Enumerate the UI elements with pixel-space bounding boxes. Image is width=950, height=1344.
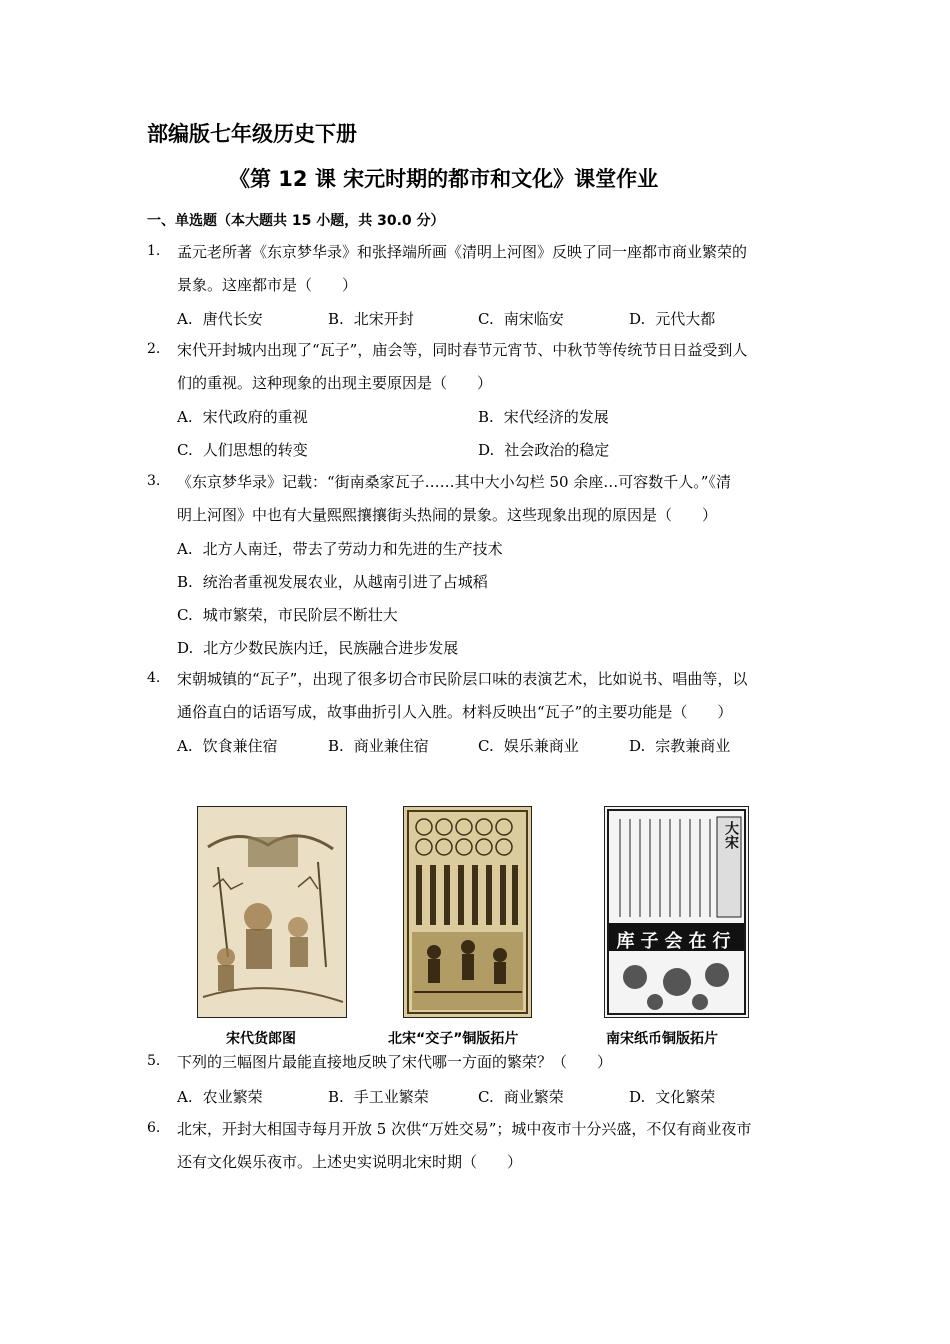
- doc-subtitle: 《第 12 课 宋元时期的都市和文化》课堂作业: [229, 167, 659, 191]
- question-text-line: 景象。这座都市是（ ）: [177, 276, 358, 294]
- option-a[interactable]: [177, 538, 503, 559]
- option-label: A.: [177, 310, 193, 328]
- option-label: D.: [177, 639, 194, 657]
- option-label: D.: [478, 441, 495, 459]
- section-heading: 一、单选题（本大题共 15 小题，共 30.0 分）: [147, 213, 445, 229]
- option-label: C.: [478, 737, 494, 755]
- option-label: D.: [629, 737, 646, 755]
- option-text: 人们思想的转变: [202, 441, 308, 459]
- question-text-line: 北宋，开封大相国寺每月开放 5 次供“万姓交易”；城中夜市十分兴盛，不仅有商业夜市: [177, 1120, 752, 1138]
- option-d[interactable]: [629, 308, 715, 329]
- question-number: 6.: [147, 1120, 161, 1136]
- question-text-line: 孟元老所著《东京梦华录》和张择端所画《清明上河图》反映了同一座都市商业繁荣的: [177, 243, 748, 261]
- option-text: 城市繁荣，市民阶层不断壮大: [202, 606, 398, 624]
- option-label: A.: [177, 737, 193, 755]
- option-d[interactable]: [629, 735, 730, 756]
- option-text: 饮食兼住宿: [202, 737, 278, 755]
- figure-caption-2: 北宋“交子”铜版拓片: [388, 1031, 519, 1047]
- option-text: 唐代长安: [202, 310, 263, 328]
- question-text-line: 《东京梦华录》记载：“街南桑家瓦子……其中大小勾栏 50 余座…可容数千人。”《清: [177, 473, 731, 491]
- question-number: 2.: [147, 341, 161, 357]
- option-d[interactable]: [629, 1086, 715, 1107]
- option-c[interactable]: [177, 604, 398, 625]
- question-text-line: 明上河图》中也有大量熙熙攘攘街头热闹的景象。这些现象出现的原因是（ ）: [177, 506, 718, 524]
- option-label: B.: [478, 408, 494, 426]
- option-label: A.: [177, 408, 193, 426]
- option-label: C.: [177, 441, 193, 459]
- option-text: 社会政治的稳定: [504, 441, 610, 459]
- option-c[interactable]: [478, 1086, 564, 1107]
- jiaozi-rubbing-image: [403, 806, 532, 1018]
- option-label: B.: [177, 573, 193, 591]
- option-b[interactable]: [328, 308, 414, 329]
- figure-caption-3: 南宋纸币铜版拓片: [606, 1031, 718, 1047]
- question-text-line: 还有文化娱乐夜市。上述史实说明北宋时期（ ）: [177, 1153, 523, 1171]
- option-d[interactable]: [478, 439, 609, 460]
- option-text: 商业兼住宿: [353, 737, 429, 755]
- option-label: A.: [177, 540, 193, 558]
- option-text: 商业繁荣: [503, 1088, 564, 1106]
- option-label: B.: [328, 310, 344, 328]
- option-text: 娱乐兼商业: [503, 737, 579, 755]
- option-label: D.: [629, 310, 646, 328]
- option-text: 南宋临安: [503, 310, 564, 328]
- option-text: 北方人南迁，带去了劳动力和先进的生产技术: [202, 540, 503, 558]
- option-b[interactable]: [478, 406, 609, 427]
- question-number: 3.: [147, 473, 161, 489]
- option-label: C.: [177, 606, 193, 624]
- option-text: 元代大都: [655, 310, 716, 328]
- question-text-line: 下列的三幅图片最能直接地反映了宋代哪一方面的繁荣？（ ）: [177, 1053, 613, 1071]
- peddler-painting-image: [197, 806, 347, 1018]
- figure-caption-1: 宋代货郎图: [226, 1031, 296, 1047]
- option-text: 宋代经济的发展: [503, 408, 609, 426]
- option-label: A.: [177, 1088, 193, 1106]
- option-a[interactable]: [177, 1086, 263, 1107]
- option-text: 农业繁荣: [202, 1088, 263, 1106]
- doc-title: 部编版七年级历史下册: [147, 122, 357, 146]
- option-b[interactable]: [328, 735, 429, 756]
- option-a[interactable]: [177, 308, 263, 329]
- question-text-line: 宋代开封城内出现了“瓦子”，庙会等，同时春节元宵节、中秋节等传统节日日益受到人: [177, 341, 748, 359]
- option-c[interactable]: [478, 308, 564, 329]
- banknote-header-text: 大宋: [723, 821, 739, 849]
- question-text-line: 们的重视。这种现象的出现主要原因是（ ）: [177, 374, 493, 392]
- option-a[interactable]: [177, 406, 308, 427]
- question-number: 5.: [147, 1053, 161, 1069]
- option-text: 北宋开封: [353, 310, 414, 328]
- southern-song-paper-money-image: [604, 806, 749, 1018]
- option-label: C.: [478, 1088, 494, 1106]
- question-number: 1.: [147, 243, 161, 259]
- option-b[interactable]: [328, 1086, 429, 1107]
- option-text: 宋代政府的重视: [202, 408, 308, 426]
- option-text: 手工业繁荣: [353, 1088, 429, 1106]
- option-d[interactable]: [177, 637, 458, 658]
- question-text-line: 通俗直白的话语写成，故事曲折引人入胜。材料反映出“瓦子”的主要功能是（ ）: [177, 703, 733, 721]
- option-text: 宗教兼商业: [655, 737, 731, 755]
- option-label: B.: [328, 737, 344, 755]
- option-label: D.: [629, 1088, 646, 1106]
- question-number: 4.: [147, 670, 161, 686]
- option-text: 统治者重视发展农业，从越南引进了占城稻: [202, 573, 488, 591]
- option-c[interactable]: [478, 735, 579, 756]
- banknote-inscription: 行在会子库: [616, 931, 737, 952]
- option-c[interactable]: [177, 439, 308, 460]
- option-text: 文化繁荣: [655, 1088, 716, 1106]
- option-b[interactable]: [177, 571, 488, 592]
- question-text-line: 宋朝城镇的“瓦子”，出现了很多切合市民阶层口味的表演艺术，比如说书、唱曲等，以: [177, 670, 748, 688]
- option-text: 北方少数民族内迁，民族融合进步发展: [203, 639, 459, 657]
- option-label: C.: [478, 310, 494, 328]
- option-a[interactable]: [177, 735, 278, 756]
- option-label: B.: [328, 1088, 344, 1106]
